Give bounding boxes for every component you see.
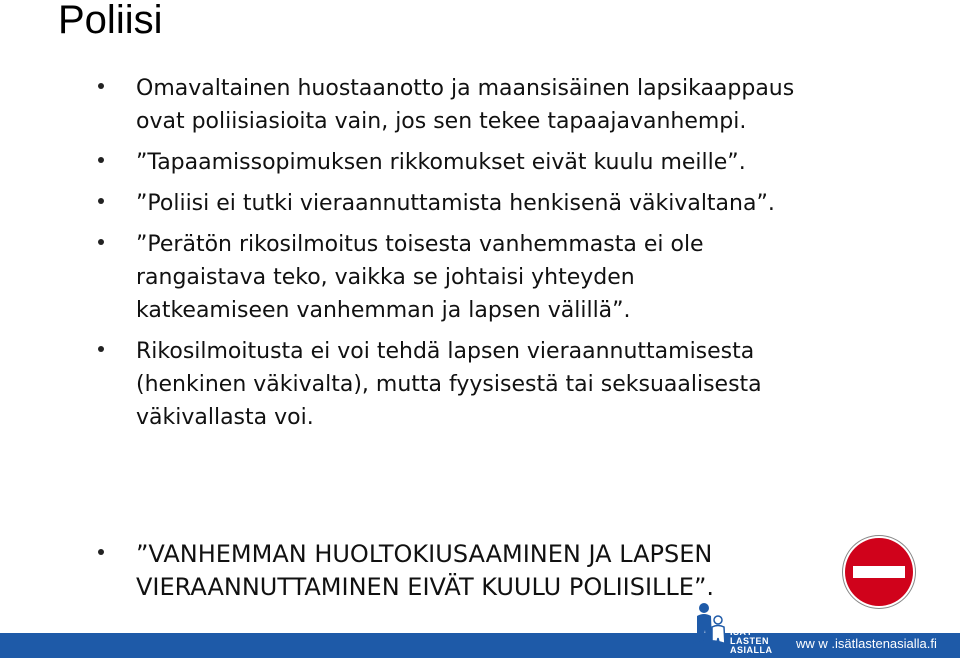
logo-text-line: LASTEN [730,636,769,646]
bullet-dot-icon [98,157,104,163]
bullet-line: (henkinen väkivalta), mutta fyysisestä tai seksuaalisesta [136,372,762,397]
bullet-dot-icon [98,346,104,352]
bottom-bullet-text [136,538,948,604]
bullet-line: VIERAANNUTTAMINEN EIVÄT KUULU POLIISILLE”. [136,573,715,601]
bullet-dot-icon [98,549,104,555]
bullet-text [136,187,948,220]
bullet-item [98,228,948,327]
bullet-line: ”VANHEMMAN HUOLTOKIUSAAMINEN JA LAPSEN [136,540,713,568]
bullet-item [98,335,948,434]
bullet-line: ovat poliisiasioita vain, jos sen tekee tapaajavanhempi. [136,109,747,134]
slide-title: Poliisi [58,0,163,42]
bullet-line: katkeamiseen vanhemman ja lapsen välillä”. [136,298,631,323]
bullet-line: Rikosilmoitusta ei voi tehdä lapsen vieraannuttamisesta [136,339,755,364]
bullet-text [136,335,948,434]
isat-lasten-asialla-logo [690,598,780,658]
bottom-bullet-item [98,538,948,604]
footer-url: ww w .isätlastenasialla.fi [796,636,937,651]
bullet-dot-icon [98,83,104,89]
family-figures-icon [690,598,730,658]
bullet-dot-icon [98,198,104,204]
bullet-line: väkivallasta voi. [136,405,314,430]
bullet-line: Omavaltainen huostaanotto ja maansisäinen lapsikaappaus [136,76,795,101]
bullet-item [98,72,948,138]
bullet-line: ”Perätön rikosilmoitus toisesta vanhemmasta ei ole [136,232,704,257]
bullet-line: ”Tapaamissopimuksen rikkomukset eivät kuulu meille”. [136,150,746,175]
no-entry-sign-icon [845,538,913,606]
bullet-text [136,72,948,138]
bullet-text [136,146,948,179]
bottom-bullet-list [98,538,948,604]
no-entry-bar [853,566,905,578]
logo-text [730,628,773,655]
bullet-item [98,146,948,179]
bullet-list [98,72,948,442]
logo-text-line: ISÄT [730,627,753,637]
bullet-text [136,228,948,327]
logo-text-line: ASIALLA [730,645,773,655]
bullet-line: rangaistava teko, vaikka se johtaisi yhteyden [136,265,635,290]
bullet-line: ”Poliisi ei tutki vieraannuttamista henkisenä väkivaltana”. [136,191,775,216]
bullet-item [98,187,948,220]
bullet-dot-icon [98,239,104,245]
